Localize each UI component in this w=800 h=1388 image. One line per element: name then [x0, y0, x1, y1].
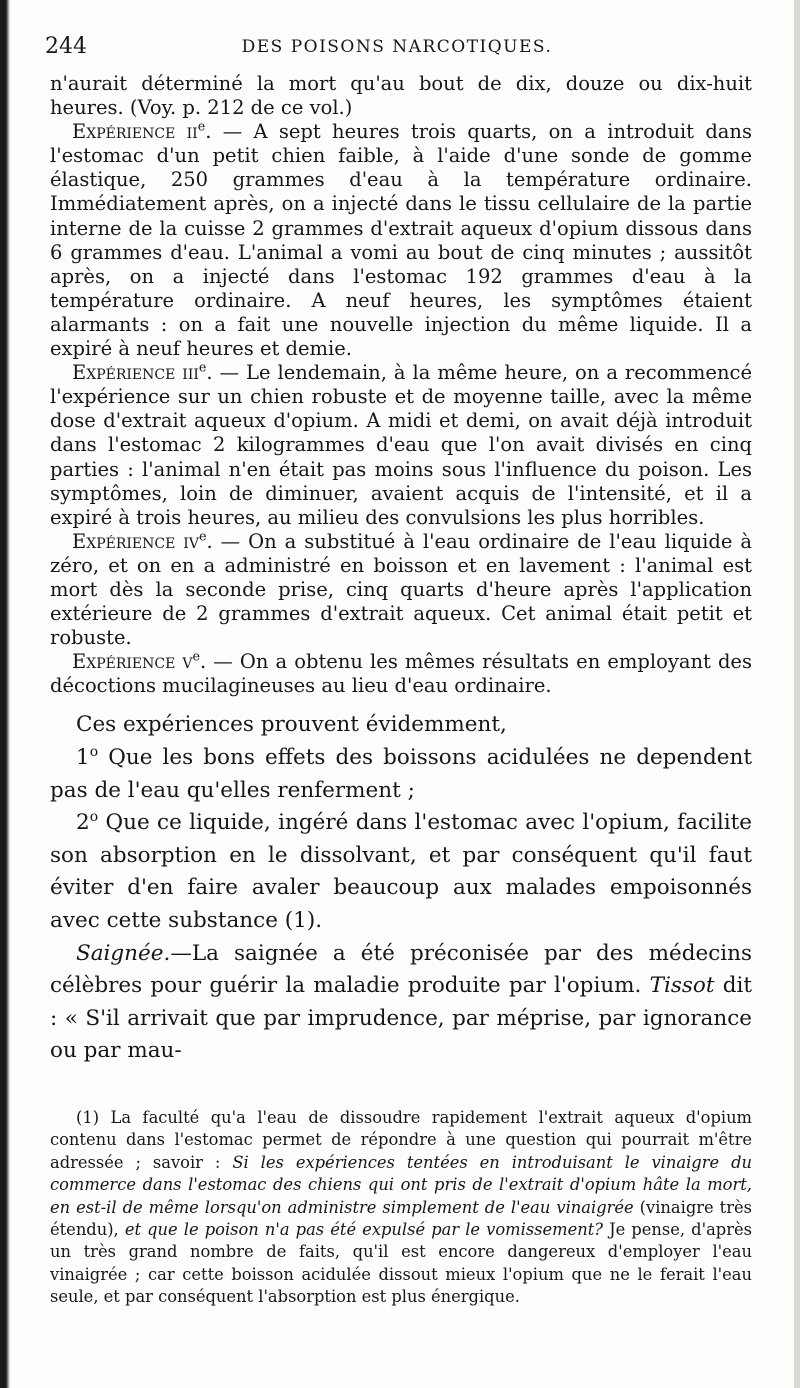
point-text: Que ce liquide, ingéré dans l'estomac avec l'opium, facilite son absorption en le dissolvant, et par conséquent qu'il faut éviter d'en faire avaler beaucoup aux malades empoisonnés avec cette substance (1).: [50, 810, 752, 933]
experience-text: . — On a substitué à l'eau ordinaire de l'eau liquide à zéro, et on en a administré en boisson et en lavement : l'animal est mort dès la seconde prise, cinq quarts d'heure après l'application extérieure de 2 grammes d'extrait aqueux. Cet animal était petit et robuste.: [50, 529, 753, 650]
footnote: [50, 1107, 752, 1309]
ordinal-superscript: e: [192, 648, 201, 664]
saignee-text: —La saignée a été préconisée par des médecins célèbres pour guérir la maladie produite par l'opium.: [50, 940, 752, 999]
degree-superscript: o: [89, 809, 99, 826]
conclusions-intro: Ces expériences prouvent évidemment,: [76, 712, 507, 738]
point-number: 1: [76, 745, 90, 771]
page-header: [42, 34, 752, 64]
page-edge-right: [794, 0, 800, 1388]
footnote-italic-clause: et que le poison n'a pas été expulsé par le vomissement?: [124, 1220, 603, 1240]
conclusion-point-2: [50, 807, 752, 937]
ordinal-superscript: e: [197, 118, 206, 134]
point-number: 2: [76, 810, 90, 836]
experience-text: . — Le lendemain, à la même heure, on a recommencé l'expérience sur un chien robuste et de moyenne taille, avec la même dose d'extrait aqueux d'opium. A midi et demi, on avait déjà introduit dans l'estomac 2 kilogrammes d'eau que l'on avait divisés en cinq parties : l'animal n'en était pas moins sous l'influence du poison. Les symptômes, loin de diminuer, avaient acquis de l'intensité, et il a expiré à trois heures, au milieu des convulsions les plus horribles.: [50, 361, 752, 529]
footnote-paragraph: [50, 1107, 752, 1309]
experience-label: Expérience iv: [72, 529, 199, 553]
experience-label: Expérience ii: [72, 120, 198, 144]
ordinal-superscript: e: [198, 359, 207, 375]
continuation-paragraph: n'aurait déterminé la mort qu'au bout de dix, douze ou dix-huit heures. (Voy. p. 212 de ce vol.): [50, 72, 752, 120]
page-body: [50, 72, 752, 1068]
experience-label: Expérience v: [72, 650, 193, 674]
experience-label: Expérience iii: [72, 361, 199, 385]
footnote-text: (1) La faculté qu'a l'eau de dissoudre rapidement l'extrait aqueux d'opium contenu dans l'estomac permet de répondre à une question qui pourrait m'être adressée ; savoir :: [50, 1108, 752, 1172]
experience-paragraph-5: [50, 650, 752, 698]
author-name: Tissot: [649, 973, 715, 999]
page-number: 244: [45, 34, 87, 59]
page-shadow-left: [0, 0, 10, 1388]
experience-paragraph-2: [50, 120, 752, 361]
section-heading: Saignée.: [76, 940, 171, 966]
footnote-text: Je pense, d'après un très grand nombre de faits, qu'il est encore dangereux d'employer l'eau vinaigrée ; car cette boisson acidulée dissout mieux l'opium que ne le ferait l'eau seule, et par conséquent l'absorption est plus énergique.: [50, 1220, 752, 1307]
running-title: DES POISONS NARCOTIQUES.: [241, 37, 553, 57]
conclusion-point-1: [50, 742, 752, 807]
experience-text: . — On a obtenu les mêmes résultats en employant des décoctions mucilagineuses au lieu d'eau ordinaire.: [50, 650, 752, 698]
footnote-text: (vinaigre très étendu),: [50, 1197, 753, 1240]
ordinal-superscript: e: [198, 528, 207, 544]
saignee-quote: dit : « S'il arrivait que par imprudence, par méprise, par ignorance ou par mau-: [50, 973, 752, 1064]
saignee-paragraph: [50, 938, 752, 1068]
experience-text: . — A sept heures trois quarts, on a introduit dans l'estomac d'un petit chien faible, à l'aide d'une sonde de gomme élastique, 250 grammes d'eau à la température ordinaire. Immédiatement après, on a injecté dans le tissu cellulaire de la partie interne de la cuisse 2 grammes d'extrait aqueux d'opium dissous dans 6 grammes d'eau. L'animal a vomi au bout de cinq minutes ; aussitôt après, on a injecté dans l'estomac 192 grammes d'eau à la température ordinaire. A neuf heures, les symptômes étaient alarmants : on a fait une nouvelle injection du même liquide. Il a expiré à neuf heures et demie.: [50, 120, 752, 361]
experience-paragraph-3: [50, 361, 752, 530]
experience-paragraph-4: [50, 530, 752, 650]
degree-superscript: o: [89, 743, 99, 760]
point-text: Que les bons effets des boissons acidulées ne dependent pas de l'eau qu'elles renferment ;: [50, 745, 752, 803]
footnote-italic-question: Si les expériences tentées en introduisant le vinaigre du commerce dans l'estomac des chiens qui ont pris de l'extrait d'opium hâte la mort, en est-il de même lorsqu'on administre simplement de l'eau vinaigrée: [50, 1152, 752, 1217]
